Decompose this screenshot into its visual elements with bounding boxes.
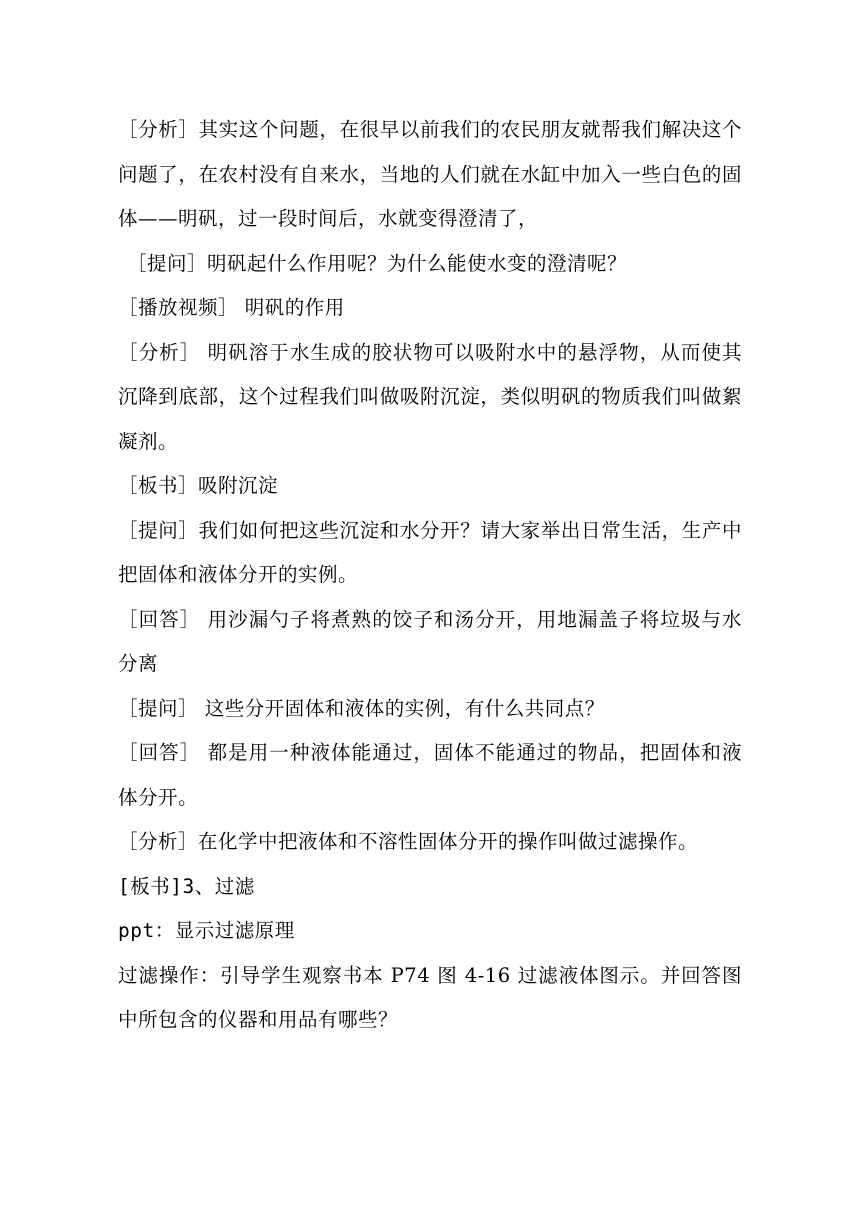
paragraph-ppt-principle: ppt：显示过滤原理: [118, 919, 295, 942]
paragraph-board-filtration: [板书]3、过滤: [118, 874, 255, 898]
paragraph-analysis-alum-intro: ［分析］其实这个问题，在很早以前我们的农民朋友就帮我们解决这个问题了，在农村没有自来水，当地的人们就在水缸中加入一些白色的固体——明矾，过一段时间后，水就变得澄清了，: [118, 118, 742, 230]
paragraph-question-alum-role: ［提问］明矾起什么作用呢？为什么能使水变的澄清呢？: [127, 251, 628, 275]
paragraph-board-adsorption: ［板书］吸附沉淀: [118, 474, 279, 497]
paragraph-question-common: ［提问］ 这些分开固体和液体的实例，有什么共同点？: [118, 696, 605, 720]
paragraph-question-separate: ［提问］我们如何把这些沉淀和水分开？请大家举出日常生活，生产中把固体和液体分开的实例。: [118, 518, 742, 586]
paragraph-answer-common: ［回答］ 都是用一种液体能通过，固体不能通过的物品，把固体和液体分开。: [118, 741, 742, 809]
document-page: [118, 108, 742, 1043]
paragraph-analysis-filtration: ［分析］在化学中把液体和不溶性固体分开的操作叫做过滤操作。: [118, 830, 699, 853]
paragraph-analysis-adsorption: ［分析］ 明矾溶于水生成的胶状物可以吸附水中的悬浮物，从而使其沉降到底部，这个过程我们叫做吸附沉淀，类似明矾的物质我们叫做絮凝剂。: [118, 340, 742, 453]
paragraph-answer-examples: ［回答］ 用沙漏勺子将煮熟的饺子和汤分开，用地漏盖子将垃圾与水分离: [118, 607, 742, 675]
paragraph-filtration-operation: 过滤操作：引导学生观察书本 P74 图 4-16 过滤液体图示。并回答图中所包含的仪器和用品有哪些？: [118, 963, 742, 1031]
paragraph-play-video: ［播放视频］ 明矾的作用: [118, 296, 345, 319]
